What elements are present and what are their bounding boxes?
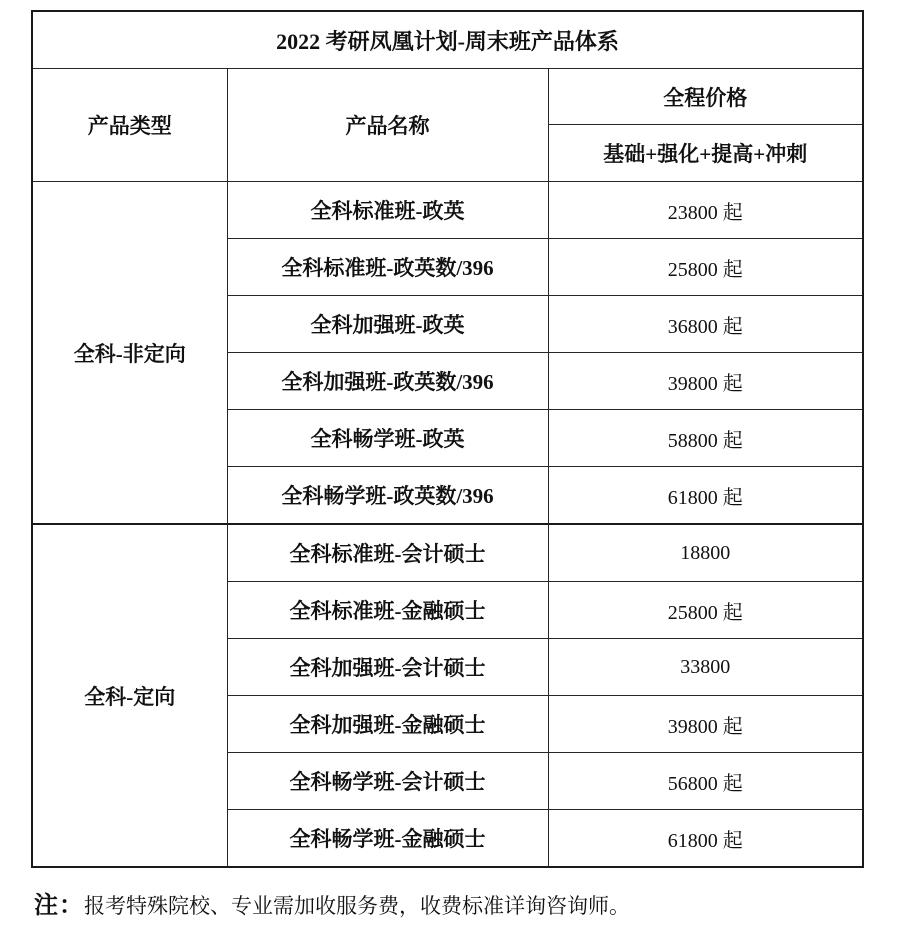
column-header-price-sub: 基础+强化+提高+冲刺 [548, 125, 863, 182]
footnote-text: 报考特殊院校、专业需加收服务费，收费标准详询咨询师。 [84, 894, 630, 918]
price-cell: 23800 起 [548, 182, 863, 239]
product-name-cell: 全科畅学班-会计硕士 [227, 753, 548, 810]
product-name-cell: 全科标准班-会计硕士 [227, 524, 548, 582]
price-cell: 61800 起 [548, 810, 863, 868]
price-cell: 61800 起 [548, 467, 863, 525]
group-label-directed: 全科-定向 [32, 524, 227, 867]
product-name-cell: 全科加强班-政英数/396 [227, 353, 548, 410]
price-cell: 25800 起 [548, 239, 863, 296]
product-name-cell: 全科畅学班-政英数/396 [227, 467, 548, 525]
table-row [32, 69, 863, 125]
table-title: 2022 考研凤凰计划-周末班产品体系 [32, 11, 863, 69]
product-name-cell: 全科加强班-会计硕士 [227, 639, 548, 696]
product-name-cell: 全科加强班-金融硕士 [227, 696, 548, 753]
group-label-nondirected: 全科-非定向 [32, 182, 227, 525]
price-cell: 18800 [548, 524, 863, 582]
price-cell: 33800 [548, 639, 863, 696]
product-name-cell: 全科畅学班-政英 [227, 410, 548, 467]
footnote-label: 注： [34, 893, 84, 919]
product-name-cell: 全科标准班-政英 [227, 182, 548, 239]
product-name-cell: 全科标准班-政英数/396 [227, 239, 548, 296]
column-header-product-name: 产品名称 [227, 69, 548, 182]
price-cell: 56800 起 [548, 753, 863, 810]
price-cell: 39800 起 [548, 353, 863, 410]
product-name-cell: 全科加强班-政英 [227, 296, 548, 353]
footnote [34, 888, 874, 924]
price-cell: 58800 起 [548, 410, 863, 467]
price-cell: 39800 起 [548, 696, 863, 753]
price-cell: 25800 起 [548, 582, 863, 639]
product-name-cell: 全科畅学班-金融硕士 [227, 810, 548, 868]
column-header-price-group: 全程价格 [548, 69, 863, 125]
price-cell: 36800 起 [548, 296, 863, 353]
pricing-table [31, 10, 864, 868]
table-row [32, 182, 863, 239]
table-row [32, 524, 863, 582]
table-row [32, 11, 863, 69]
product-name-cell: 全科标准班-金融硕士 [227, 582, 548, 639]
column-header-product-type: 产品类型 [32, 69, 227, 182]
